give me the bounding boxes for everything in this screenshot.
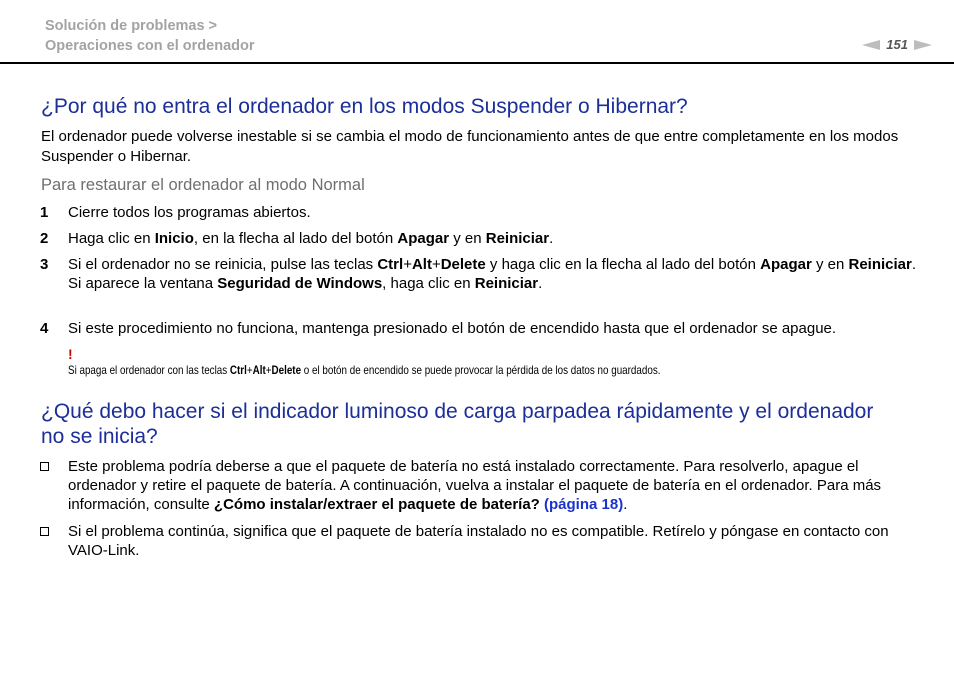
step-text: Haga clic en Inicio, en la flecha al lado del botón Apagar y en Reiniciar. xyxy=(68,230,554,247)
page-navigation xyxy=(862,37,932,52)
step-text: Cierre todos los programas abiertos. xyxy=(68,204,311,221)
bullet-item-1 xyxy=(40,457,920,514)
warning-text: Si apaga el ordenador con las teclas Ctrl+Alt+Delete o el botón de encendido se puede provocar la pérdida de los datos no guardados. xyxy=(68,363,661,377)
step-text: Si el ordenador no se reinicia, pulse las teclas Ctrl+Alt+Delete y haga clic en la flecha al lado del botón Apagar y en Reiniciar. Si aparece la ventana Seguridad de Windows, haga clic en Reiniciar. xyxy=(68,256,917,292)
breadcrumb-current: Operaciones con el ordenador xyxy=(45,38,255,54)
next-page-arrow-icon[interactable] xyxy=(914,40,932,50)
breadcrumb xyxy=(45,16,255,56)
step-3 xyxy=(40,255,920,293)
step-number: 1 xyxy=(40,204,49,221)
section-intro: El ordenador puede volverse inestable si se cambia el modo de funcionamiento antes de que entre completamente en los modos Suspender o Hibernar. xyxy=(41,128,899,165)
page-18-link[interactable]: (página 18) xyxy=(544,496,624,513)
previous-page-arrow-icon[interactable] xyxy=(862,40,880,50)
breadcrumb-parent-link[interactable]: Solución de problemas > xyxy=(45,18,218,34)
warning-icon: ! xyxy=(68,346,73,362)
step-number: 4 xyxy=(40,320,49,337)
section-title-suspend-hibernate: ¿Por qué no entra el ordenador en los modos Suspender o Hibernar? xyxy=(41,95,688,118)
step-4 xyxy=(40,319,920,338)
section-title-charge-indicator: ¿Qué debo hacer si el indicador luminoso de carga parpadea rápidamente y el ordenador no se inicia? xyxy=(41,400,874,448)
step-1 xyxy=(40,203,920,222)
page-number: 151 xyxy=(886,37,908,52)
checkbox-bullet-icon xyxy=(40,527,49,536)
procedure-subheading: Para restaurar el ordenador al modo Normal xyxy=(41,176,365,194)
checkbox-bullet-icon xyxy=(40,462,49,471)
header-divider xyxy=(0,62,954,64)
bullet-text: Si el problema continúa, significa que el paquete de batería instalado no es compatible. Retírelo y póngase en contacto con VAIO-Link. xyxy=(68,523,889,559)
step-number: 3 xyxy=(40,256,49,273)
step-text: Si este procedimiento no funciona, mantenga presionado el botón de encendido hasta que el ordenador se apague. xyxy=(68,320,837,337)
warning-note xyxy=(68,346,791,378)
bullet-item-2 xyxy=(40,522,920,560)
step-2 xyxy=(40,229,920,248)
bullet-text: Este problema podría deberse a que el paquete de batería no está instalado correctamente. Para resolverlo, apague el ordenador y retire el paquete de batería. A continuación, vuelva a instalar el paquete de batería en el ordenador. Para más información, consulte ¿Cómo instalar/extraer el paquete de batería? (página 18). xyxy=(68,458,882,513)
step-number: 2 xyxy=(40,230,49,247)
